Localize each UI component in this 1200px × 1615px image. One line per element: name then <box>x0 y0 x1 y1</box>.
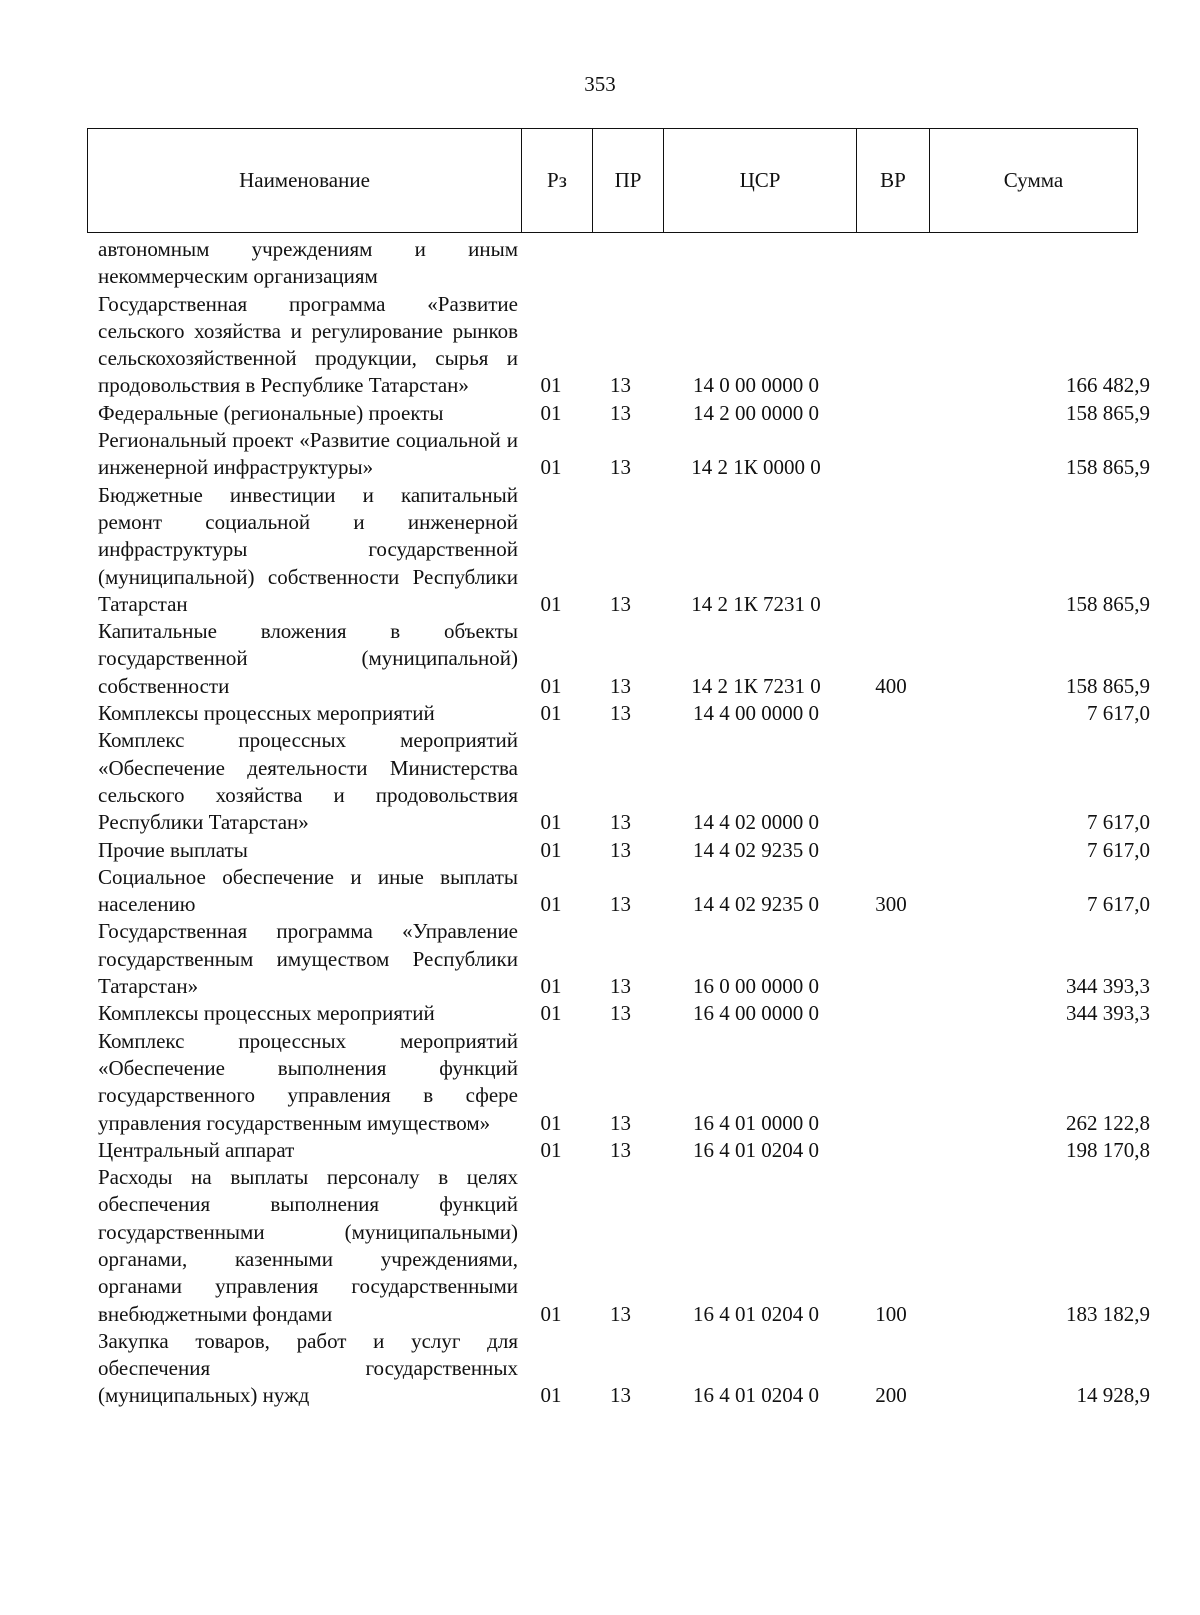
row-sum: 7 617,0 <box>1087 701 1150 726</box>
row-rz: 01 <box>540 837 562 862</box>
table-row <box>98 1164 1150 1328</box>
row-name: Комплекс процессных мероприятий «Обеспечение деятельности Министерства сельского хозяйства и продовольствия Республики Татарстан» <box>98 728 518 835</box>
table-row <box>98 1137 1150 1164</box>
row-csr: 14 4 00 0000 0 <box>693 701 819 726</box>
row-pr: 13 <box>610 701 631 726</box>
header-rz: Рз <box>522 129 593 233</box>
row-name: Социальное обеспечение и иные выплаты населению <box>98 864 518 917</box>
row-sum: 7 617,0 <box>1087 892 1150 917</box>
row-rz: 01 <box>540 400 562 425</box>
row-csr: 16 4 01 0204 0 <box>693 1383 819 1408</box>
table-row <box>98 236 1150 291</box>
row-name: Федеральные (региональные) проекты <box>98 400 444 425</box>
row-sum: 262 122,8 <box>1066 1110 1150 1135</box>
row-csr: 14 4 02 0000 0 <box>693 810 819 835</box>
header-csr: ЦСР <box>664 129 857 233</box>
row-sum: 158 865,9 <box>1066 673 1150 698</box>
row-csr: 14 2 1К 7231 0 <box>691 673 821 698</box>
table-row <box>98 427 1150 482</box>
header-vr: ВР <box>857 129 930 233</box>
row-name: Закупка товаров, работ и услуг для обеспечения государственных (муниципальных) нужд <box>98 1328 518 1408</box>
row-csr: 14 0 00 0000 0 <box>693 373 819 398</box>
row-name: Региональный проект «Развитие социальной и инженерной инфраструктуры» <box>98 428 518 480</box>
row-name: Расходы на выплаты персоналу в целях обеспечения выполнения функций государственными (муниципальными) органами, казенными учреждениями, органами управления государственными внебюджетными фондами <box>98 1165 518 1326</box>
row-rz: 01 <box>540 1137 562 1162</box>
table-row <box>98 482 1150 618</box>
row-name: автономным учреждениям и иным некоммерческим организациям <box>98 237 518 289</box>
table-row <box>98 918 1150 1000</box>
row-csr: 14 2 1К 0000 0 <box>691 455 821 480</box>
row-pr: 13 <box>610 1110 631 1135</box>
row-sum: 158 865,9 <box>1066 455 1150 480</box>
table-row <box>98 618 1150 700</box>
row-rz: 01 <box>540 373 562 398</box>
row-csr: 16 4 01 0204 0 <box>693 1137 819 1162</box>
row-sum: 7 617,0 <box>1087 837 1150 862</box>
header-name: Наименование <box>88 129 522 233</box>
row-name: Комплексы процессных мероприятий <box>98 1001 435 1026</box>
table-body <box>98 236 1150 1410</box>
row-pr: 13 <box>610 837 631 862</box>
row-pr: 13 <box>610 1137 631 1162</box>
row-csr: 14 2 1К 7231 0 <box>691 591 821 616</box>
row-name: Центральный аппарат <box>98 1137 295 1162</box>
row-csr: 14 2 00 0000 0 <box>693 400 819 425</box>
header-sum: Сумма <box>930 129 1138 233</box>
row-sum: 183 182,9 <box>1066 1301 1150 1326</box>
row-pr: 13 <box>610 455 631 480</box>
table-row <box>98 1000 1150 1027</box>
header-pr: ПР <box>593 129 664 233</box>
row-sum: 158 865,9 <box>1066 400 1150 425</box>
row-vr: 400 <box>875 673 907 698</box>
row-pr: 13 <box>610 400 631 425</box>
row-csr: 16 4 01 0204 0 <box>693 1301 819 1326</box>
row-sum: 166 482,9 <box>1066 373 1150 398</box>
row-vr: 200 <box>875 1383 907 1408</box>
row-rz: 01 <box>540 974 562 999</box>
table-row <box>98 1328 1150 1410</box>
row-pr: 13 <box>610 373 631 398</box>
row-name: Комплексы процессных мероприятий <box>98 701 435 726</box>
row-sum: 198 170,8 <box>1066 1137 1150 1162</box>
row-rz: 01 <box>540 1301 562 1326</box>
row-csr: 16 4 01 0000 0 <box>693 1110 819 1135</box>
row-rz: 01 <box>540 591 562 616</box>
table-row <box>98 837 1150 864</box>
row-sum: 344 393,3 <box>1066 1001 1150 1026</box>
row-pr: 13 <box>610 892 631 917</box>
row-pr: 13 <box>610 1383 631 1408</box>
row-rz: 01 <box>540 673 562 698</box>
row-rz: 01 <box>540 455 562 480</box>
row-rz: 01 <box>540 1001 562 1026</box>
row-pr: 13 <box>610 673 631 698</box>
row-rz: 01 <box>540 892 562 917</box>
row-pr: 13 <box>610 1001 631 1026</box>
row-name: Капитальные вложения в объекты государственной (муниципальной) собственности <box>98 619 518 698</box>
row-pr: 13 <box>610 1301 631 1326</box>
row-name: Бюджетные инвестиции и капитальный ремонт социальной и инженерной инфраструктуры государственной (муниципальной) собственности Республики Татарстан <box>98 482 518 616</box>
table-row <box>98 864 1150 919</box>
row-rz: 01 <box>540 1110 562 1135</box>
table-header <box>87 128 1138 233</box>
row-pr: 13 <box>610 810 631 835</box>
row-vr: 100 <box>875 1301 907 1326</box>
row-csr: 16 0 00 0000 0 <box>693 974 819 999</box>
row-name: Государственная программа «Управление государственным имуществом Республики Татарстан» <box>98 919 518 999</box>
table-row <box>98 727 1150 836</box>
row-pr: 13 <box>610 974 631 999</box>
row-pr: 13 <box>610 591 631 616</box>
row-csr: 14 4 02 9235 0 <box>693 892 819 917</box>
row-sum: 7 617,0 <box>1087 810 1150 835</box>
page-number: 353 <box>584 72 616 96</box>
table-row <box>98 1028 1150 1137</box>
row-sum: 158 865,9 <box>1066 591 1150 616</box>
row-sum: 344 393,3 <box>1066 974 1150 999</box>
table-row <box>98 291 1150 400</box>
row-name: Государственная программа «Развитие сельского хозяйства и регулирование рынков сельскохозяйственной продукции, сырья и продовольствия в Республике Татарстан» <box>98 291 518 398</box>
table-row <box>98 400 1150 427</box>
row-name: Прочие выплаты <box>98 837 248 862</box>
row-csr: 14 4 02 9235 0 <box>693 837 819 862</box>
row-name: Комплекс процессных мероприятий «Обеспечение выполнения функций государственного управления в сфере управления государственным имуществом» <box>98 1028 518 1135</box>
row-rz: 01 <box>540 701 562 726</box>
table-row <box>98 700 1150 727</box>
row-csr: 16 4 00 0000 0 <box>693 1001 819 1026</box>
row-sum: 14 928,9 <box>1076 1383 1150 1408</box>
row-rz: 01 <box>540 810 562 835</box>
row-rz: 01 <box>540 1383 562 1408</box>
row-vr: 300 <box>875 892 907 917</box>
